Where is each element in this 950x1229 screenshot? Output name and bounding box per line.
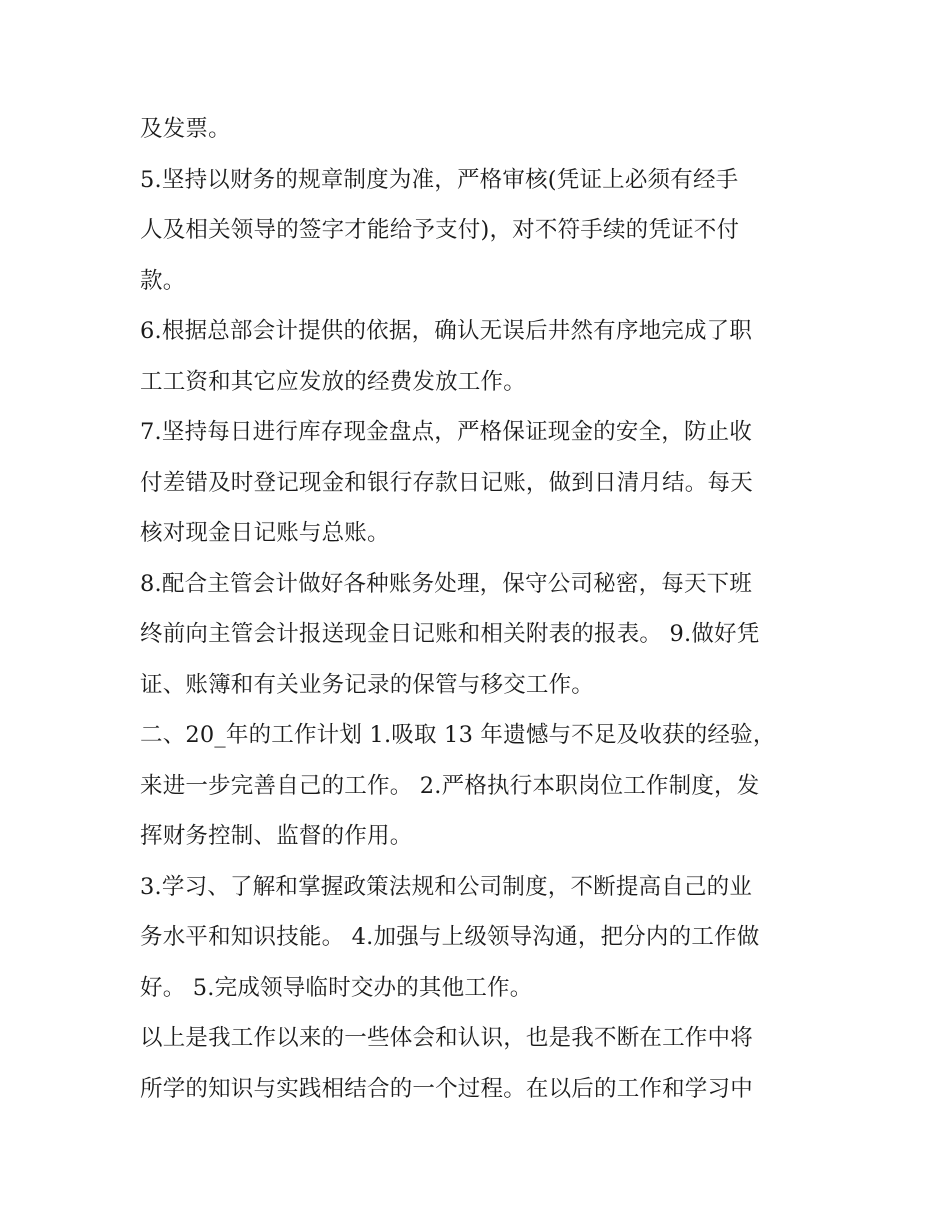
text-line: 5.坚持以财务的规章制度为准，严格审核(凭证上必须有经手 bbox=[140, 166, 739, 193]
text-line: 以上是我工作以来的一些体会和认识，也是我不断在工作中将 bbox=[140, 1025, 753, 1051]
text-line: 3.学习、了解和掌握政策法规和公司制度，不断提高自己的业 bbox=[140, 873, 753, 900]
text-line: 款。 bbox=[140, 267, 186, 294]
text-line: 务水平和知识技能。 4.加强与上级领导沟通，把分内的工作做 bbox=[140, 924, 760, 950]
text-line: 工工资和其它应发放的经费发放工作。 bbox=[140, 368, 526, 395]
text-line: 付差错及时登记现金和银行存款日记账，做到日清月结。每天 bbox=[140, 469, 753, 496]
text-line: 二、20_年的工作计划 1.吸取 13 年遗憾与不足及收获的经验， bbox=[140, 722, 776, 748]
text-line: 所学的知识与实践相结合的一个过程。在以后的工作和学习中 bbox=[140, 1075, 753, 1102]
document-body bbox=[140, 104, 812, 1114]
text-line: 好。 5.完成领导临时交办的其他工作。 bbox=[140, 974, 533, 1001]
text-line: 及发票。 bbox=[140, 116, 231, 142]
text-line: 核对现金日记账与总账。 bbox=[140, 520, 390, 546]
text-line: 证、账簿和有关业务记录的保管与移交工作。 bbox=[140, 671, 595, 698]
text-line: 人及相关领导的签字才能给予支付)，对不符手续的凭证不付 bbox=[140, 217, 740, 243]
text-line: 终前向主管会计报送现金日记账和相关附表的报表。 9.做好凭 bbox=[140, 621, 760, 647]
text-line: 7.坚持每日进行库存现金盘点，严格保证现金的安全，防止收 bbox=[140, 419, 753, 445]
text-line: 来进一步完善自己的工作。 2.严格执行本职岗位工作制度，发 bbox=[140, 772, 760, 799]
text-line: 6.根据总部会计提供的依据，确认无误后井然有序地完成了职 bbox=[140, 318, 753, 344]
text-line: 8.配合主管会计做好各种账务处理，保守公司秘密，每天下班 bbox=[140, 570, 753, 597]
text-line: 挥财务控制、监督的作用。 bbox=[140, 823, 413, 849]
